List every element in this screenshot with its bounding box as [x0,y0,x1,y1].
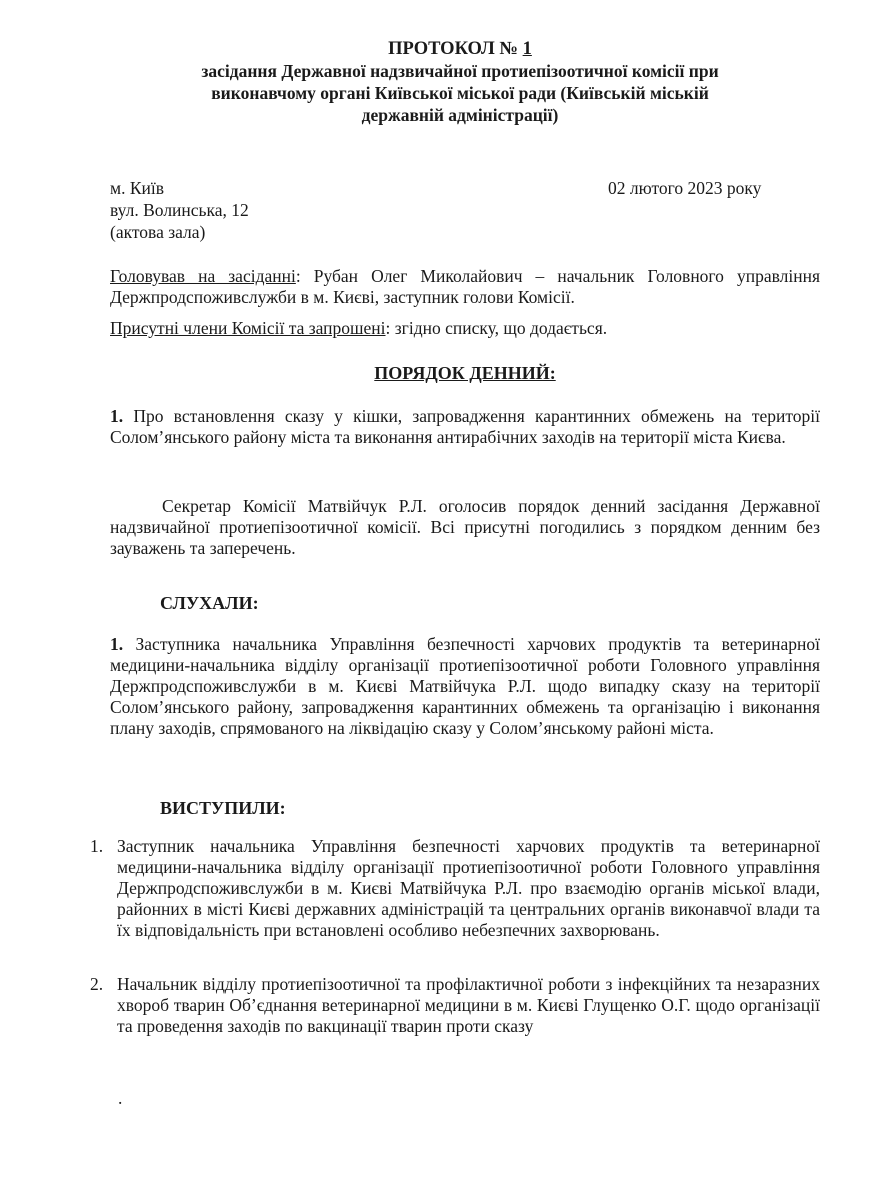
heard-heading: СЛУХАЛИ: [160,593,259,613]
presiding-paragraph [110,266,820,308]
title-block [110,38,810,126]
spoke-item-1-number: 1. [90,836,104,856]
meeting-date: 02 лютого 2023 року [608,178,762,198]
spoke-item-2-text: Начальник відділу протиепізоотичної та профілактичної роботи з інфекційних та незаразних хвороб тварин Об’єднання ветеринарної медицини в м. Києві Глущенко О.Г. щодо організації та проведення заходів по вакцинації тварин проти сказу [117,974,820,1036]
agenda-item-text: Про встановлення сказу у кішки, запровадження карантинних обмежень на території Солом’янського району міста та виконання антирабічних заходів на території міста Києва. [110,406,820,447]
heard-item-text: Заступника начальника Управління безпечності харчових продуктів та ветеринарної медицини-начальника відділу організації протиепізоотичної роботи Головного управління Держпродспоживслужби в м. Києві Матвійчука Р.Л. щодо випадку сказу на території Солом’янського району, запровадження карантинних обмежень та організацію і виконання плану заходів, спрямованого на ліквідацію сказу у Солом’янському районі міста. [110,634,820,738]
footer-mark: . [118,1088,123,1108]
protocol-subtitle-line-1: засідання Державної надзвичайної протиепізоотичної комісії при [201,61,719,81]
meeting-city: м. Київ [110,178,164,198]
spoke-heading: ВИСТУПИЛИ: [160,798,286,818]
attendees-label: Присутні члени Комісії та запрошені [110,318,386,338]
spoke-item-2-number: 2. [90,974,104,994]
meeting-location [110,178,249,243]
meeting-room: (актова зала) [110,222,206,242]
protocol-title-prefix: ПРОТОКОЛ № [388,39,523,59]
protocol-title [110,38,810,60]
agenda-item-number: 1. [110,406,124,426]
presiding-text: : Рубан Олег Миколайович – начальник Головного управління Держпродспоживслужби в м. Києві, заступник голови Комісії. [110,266,820,307]
secretary-note: Секретар Комісії Матвійчук Р.Л. оголосив порядок денний засідання Державної надзвичайної протиепізоотичної комісії. Всі присутні погодились з порядком денним без зауважень та заперечень. [110,496,820,558]
meeting-street: вул. Волинська, 12 [110,200,249,220]
spoke-item-1 [90,836,820,941]
attendees-paragraph [110,318,820,339]
protocol-subtitle-line-3: державній адміністрації) [361,105,559,125]
presiding-label: Головував на засіданні [110,266,296,286]
agenda-heading: ПОРЯДОК ДЕННИЙ: [374,363,556,383]
spoke-item-2 [90,974,820,1037]
attendees-text: : згідно списку, що додається. [385,318,608,338]
protocol-subtitle-line-2: виконавчому органі Київської міської ради (Київській міській [211,83,709,103]
heard-item [110,634,820,739]
agenda-item [110,406,820,448]
spoke-item-1-text: Заступник начальника Управління безпечності харчових продуктів та ветеринарної медицини-начальника відділу організації протиепізоотичної роботи Головного управління Держпродспоживслужби в м. Києві Матвійчука Р.Л. про взаємодію органів міської влади, районних в місті Києві державних адміністрацій та центральних органів виконавчої влади та їх відповідальність при встановлені особливо небезпечних захворювань. [117,836,820,940]
protocol-number: 1 [522,39,532,59]
heard-item-number: 1. [110,634,124,654]
